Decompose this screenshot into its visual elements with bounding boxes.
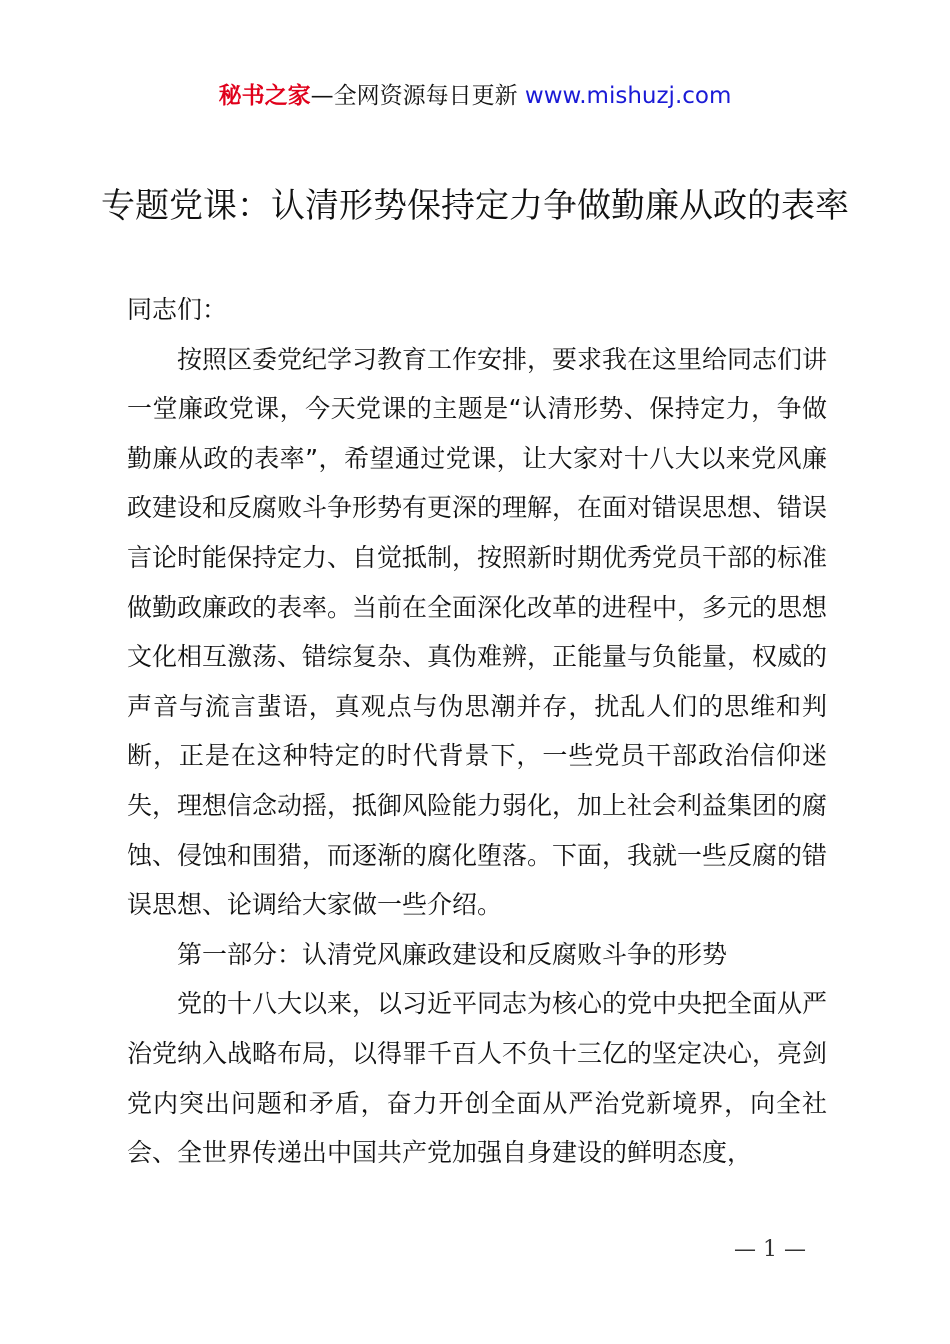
section-heading-part-one: 第一部分：认清党风廉政建设和反腐败斗争的形势	[177, 939, 728, 969]
header-tagline: —全网资源每日更新	[310, 83, 518, 109]
paragraph-part-one: 党的十八大以来，以习近平同志为核心的党中央把全面从严治党纳入战略布局，以得罪千百人不负十三亿的坚定决心，亮剑党内突出问题和矛盾，奋力开创全面从严治党新境界，向全社会、全世界传递出中国共产党加强自身建设的鲜明态度，	[127, 989, 828, 1168]
document-title: 专题党课：认清形势保持定力争做勤廉从政的表率	[101, 186, 849, 226]
paragraph-intro: 按照区委党纪学习教育工作安排，要求我在这里给同志们讲一堂廉政党课，今天党课的主题是“认清形势、保持定力，争做勤廉从政的表率”，希望通过党课，让大家对十八大以来党风廉政建设和反腐败斗争形势有更深的理解，在面对错误思想、错误言论时能保持定力、自觉抵制，按照新时期优秀党员干部的标准做勤政廉政的表率。当前在全面深化改革的进程中，多元的思想文化相互激荡、错综复杂、真伪难辨，正能量与负能量，权威的声音与流言蜚语，真观点与伪思潮并存，扰乱人们的思维和判断，正是在这种特定的时代背景下，一些党员干部政治信仰迷失，理想信念动摇，抵御风险能力弱化，加上社会利益集团的腐蚀、侵蚀和围猎，而逐渐的腐化堕落。下面，我就一些反腐的错误思想、论调给大家做一些介绍。	[127, 344, 828, 920]
site-url-link[interactable]: www.mishuzj.com	[524, 83, 732, 109]
document-body	[127, 285, 827, 1178]
site-header	[0, 80, 950, 112]
salutation: 同志们：	[127, 295, 228, 324]
brand-name: 秘书之家	[218, 83, 311, 109]
page-number: — 1 —	[734, 1237, 806, 1262]
